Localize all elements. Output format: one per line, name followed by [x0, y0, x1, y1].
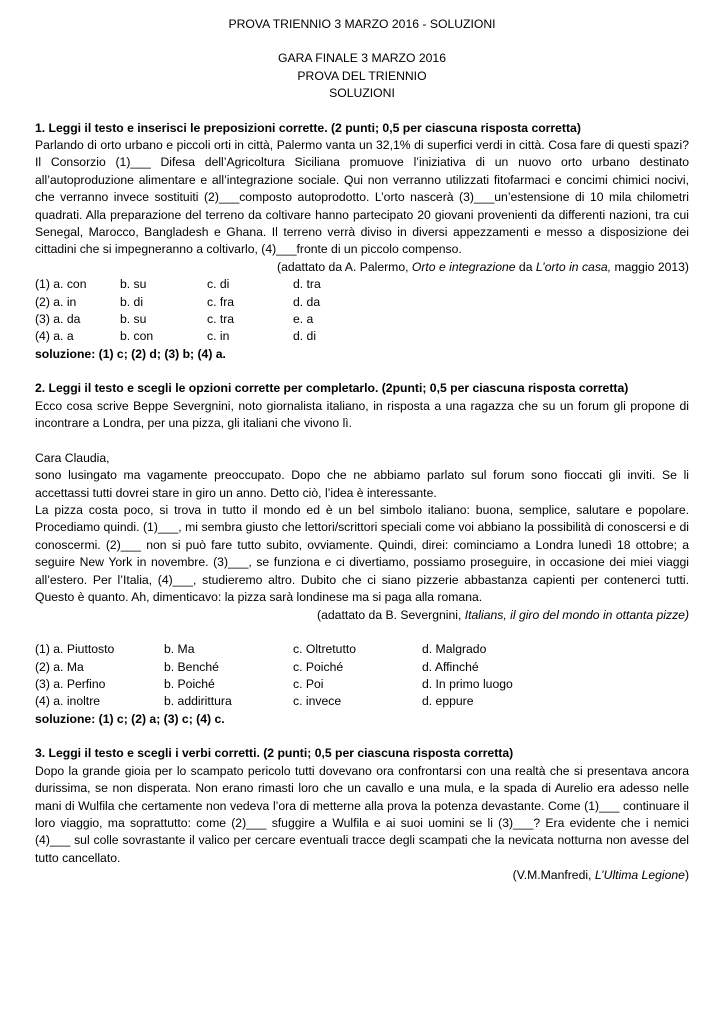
option-row: [35, 659, 689, 676]
question-2-solution: soluzione: (1) c; (2) a; (3) c; (4) c.: [35, 711, 225, 726]
source-suffix: , il giro del mondo in ottanta pizze): [503, 607, 689, 622]
source-title: Italians: [464, 607, 504, 622]
letter-paragraph-1: sono lusingato ma vagamente preoccupato. Dopo che ne abbiamo parlato sul forum sono fioccati gli inviti. Se li accettassi tutti dovrei stare in giro un anno. Detto ciò, l’idea è interessante.: [35, 468, 689, 500]
question-1-solution: soluzione: (1) c; (2) d; (3) b; (4) a.: [35, 346, 226, 361]
option-a: (3) a. da: [35, 312, 81, 327]
option-a: (2) a. Ma: [35, 659, 84, 674]
question-2: [35, 380, 689, 728]
option-row: [35, 328, 689, 345]
option-d: d. Malgrado: [422, 642, 487, 657]
question-1-options: [35, 276, 689, 346]
option-b: b. Poiché: [164, 677, 215, 692]
title-line-2: PROVA DEL TRIENNIO: [297, 68, 427, 83]
question-1-text: Parlando di orto urbano e piccoli orti in città, Palermo vanta un 32,1% di superfici verdi in città. Cosa fare di questi spazi? Il Consorzio (1)___ Difesa dell’Agricoltura Siciliana promuove l’iniziativa di un nuovo orto urbano destinato all’autoproduzione alimentare e all’integrazione sociale. Qui non verranno utilizzati fitofarmaci e concimi chimici nocivi, che verranno invece sostituiti (2)___composto autoprodotto. L’orto nascerà (3)___un’estensione di 10 mila chilometri quadrati. Alla preparazione del terreno da coltivare hanno partecipato 20 giovani provenienti da differenti nazioni, tra cui Senegal, Marocco, Bangladesh e Ghana. Il terreno verrà diviso in diversi appezzamenti e messo a disposizione dei cittadini che si impegneranno a coltivarlo, (4)___fronte di un piccolo compenso.: [35, 138, 689, 257]
option-c: c. tra: [207, 312, 235, 327]
source-middle: da: [515, 259, 536, 274]
question-1-source: [35, 259, 689, 276]
question-2-source: [35, 607, 689, 624]
letter-salutation: Cara Claudia,: [35, 450, 110, 465]
option-d: e. a: [293, 312, 314, 327]
option-d: d. Affinché: [422, 659, 479, 674]
title-line-3: SOLUZIONI: [329, 86, 395, 101]
option-a: (2) a. in: [35, 294, 77, 309]
question-3-text: Dopo la grande gioia per lo scampato pericolo tutti dovevano ora confrontarsi con una realtà che si presentava ancora durissima, se non disperata. Non erano rimasti loro che un cavallo e una mula, e la spada di Aurelio era adesso nelle mani di Wulfila che certamente non vedeva l’ora di metterne alla prova la potenza devastante. Come (1)___ continuare il loro viaggio, ma soprattutto: come (2)___ sfuggire a Wulfila e ai suoi uomini se li (3)___? Era evidente che i nemici (4)___ sul colle sovrastante il valico per cercare eventuali tracce degli scampati che la nevicata notturna non avesse del tutto cancellato.: [35, 763, 689, 865]
page-header: PROVA TRIENNIO 3 MARZO 2016 - SOLUZIONI: [228, 17, 496, 31]
option-a: (1) a. Piuttosto: [35, 642, 115, 657]
question-2-intro: Ecco cosa scrive Beppe Severgnini, noto giornalista italiano, in risposta a una ragazza che su un forum gli propone di incontrare a Londra, per una pizza, gli italiani che vivono lì.: [35, 398, 689, 431]
title-block: [35, 50, 689, 102]
option-b: b. su: [120, 277, 147, 292]
question-3-source: [35, 867, 689, 884]
source-prefix: (V.M.Manfredi,: [512, 868, 595, 883]
option-c: c. Poi: [293, 677, 324, 692]
source-prefix: (adattato da B. Severgnini,: [317, 607, 465, 622]
option-d: d. eppure: [422, 694, 474, 709]
option-row: [35, 641, 689, 658]
option-b: b. addirittura: [164, 694, 232, 709]
option-d: d. In primo luogo: [422, 677, 513, 692]
option-row: [35, 693, 689, 710]
option-c: c. Oltretutto: [293, 642, 356, 657]
option-b: b. Ma: [164, 642, 195, 657]
option-c: c. Poiché: [293, 659, 344, 674]
option-b: b. su: [120, 312, 147, 327]
source-title: Orto e integrazione: [411, 259, 516, 274]
option-c: c. invece: [293, 694, 342, 709]
option-b: b. con: [120, 329, 154, 344]
option-b: b. di: [120, 294, 144, 309]
question-1: [35, 120, 689, 364]
question-2-heading: 2. Leggi il testo e scegli le opzioni corrette per completarlo. (2punti; 0,5 per ciascuna risposta corretta): [35, 381, 629, 396]
source-title: L’Ultima Legione: [594, 868, 685, 883]
option-a: (4) a. a: [35, 329, 74, 344]
option-c: c. di: [207, 277, 230, 292]
option-row: [35, 311, 689, 328]
document-page: [35, 0, 689, 885]
option-b: b. Benché: [164, 659, 219, 674]
letter-paragraph-2: La pizza costa poco, si trova in tutto il mondo ed è un bel simbolo italiano: buona, semplice, salutare e popolare. Procediamo quindi. (1)___, mi sembra giusto che lettori/scrittori speciali come voi abbiano la possibilità di conoscersi e di conoscermi. (2)___ non si può fare tutto subito, ovviamente. Quindi, direi: cominciamo a Londra lunedì 18 ottobre; a seguire New York in novembre. (3)___, se funziona e ci divertiamo, possiamo proseguire, in occasione dei miei viaggi all’estero. Per l’Italia, (4)___, studieremo altro. Dubito che ci siano pizzerie abbastanza capienti per contenerci tutti. Questo è quanto. Ah, dimenticavo: la pizza sarà londinese ma si paga alla romana.: [35, 503, 689, 605]
option-d: d. tra: [293, 277, 321, 292]
question-3-heading: 3. Leggi il testo e scegli i verbi corretti. (2 punti; 0,5 per ciascuna risposta corretta): [35, 746, 514, 761]
question-1-heading: 1. Leggi il testo e inserisci le preposizioni corrette. (2 punti; 0,5 per ciascuna risposta corretta): [35, 120, 581, 135]
option-row: [35, 276, 689, 293]
option-row: [35, 294, 689, 311]
option-a: (4) a. inoltre: [35, 694, 101, 709]
option-a: (3) a. Perfino: [35, 677, 106, 692]
question-2-options: [35, 641, 689, 711]
title-line-1: GARA FINALE 3 MARZO 2016: [278, 51, 446, 66]
option-d: d. da: [293, 294, 321, 309]
option-c: c. in: [207, 329, 230, 344]
option-c: c. fra: [207, 294, 235, 309]
source-book: L’orto in casa,: [535, 259, 612, 274]
question-3: [35, 745, 689, 884]
source-suffix: maggio 2013): [611, 259, 689, 274]
source-prefix: (adattato da A. Palermo,: [277, 259, 412, 274]
option-a: (1) a. con: [35, 277, 87, 292]
option-row: [35, 676, 689, 693]
option-d: d. di: [293, 329, 317, 344]
source-suffix: ): [684, 868, 689, 883]
